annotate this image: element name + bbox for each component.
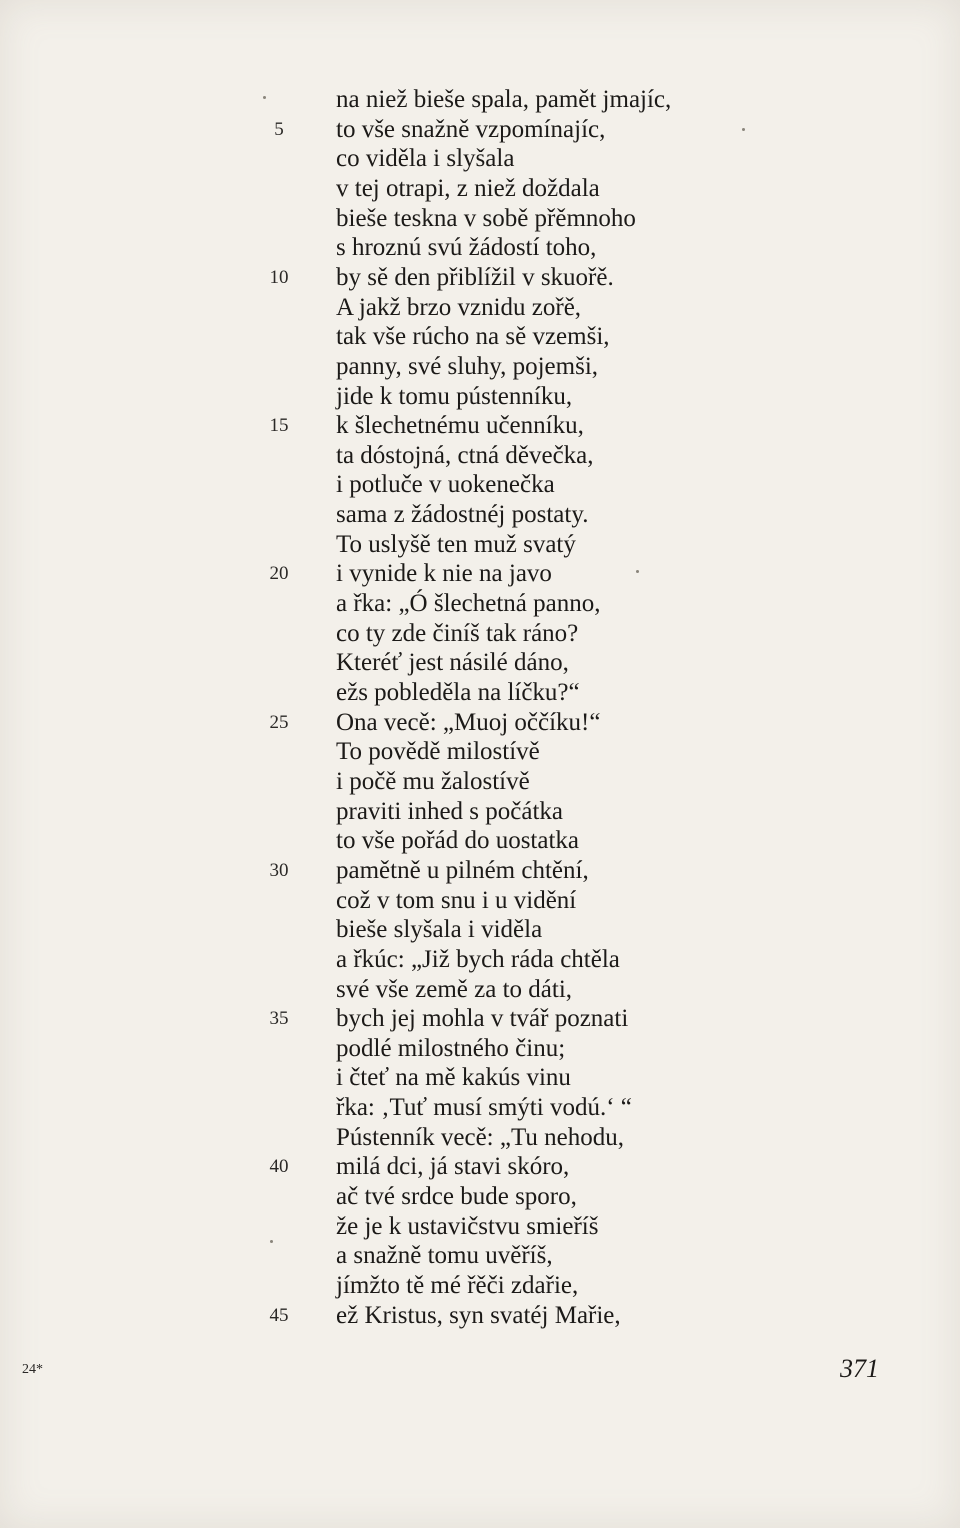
verse-line <box>0 886 960 916</box>
verse-text: by sě den přiblížil v skuořě. <box>336 263 614 291</box>
verse-line <box>0 648 960 678</box>
verse-text: sama z žádostnéj postaty. <box>336 501 589 529</box>
verse-line <box>0 619 960 649</box>
verse-line <box>0 559 960 589</box>
verse-line <box>0 1152 960 1182</box>
verse-line <box>0 500 960 530</box>
line-number: 15 <box>269 415 289 437</box>
verse-text: to vše pořád do uostatka <box>336 827 580 855</box>
verse-line <box>0 1063 960 1093</box>
verse-text: To uslyšě ten muž svatý <box>336 530 576 558</box>
verse-text: jide k tomu pústenníku, <box>336 382 573 410</box>
verse-line <box>0 1212 960 1242</box>
verse-text: v tej otrapi, z niež doždala <box>336 174 600 202</box>
verse-line <box>0 708 960 738</box>
verse-text: A jakž brzo vznidu zořě, <box>336 293 582 321</box>
verse-text: i vynide k nie na javo <box>336 560 552 588</box>
verse-line <box>0 263 960 293</box>
verse-text: bieše teskna v sobě přěmnoho <box>336 204 636 232</box>
verse-text: což v tom snu i u vidění <box>336 886 577 914</box>
verse-line <box>0 1034 960 1064</box>
line-number: 5 <box>274 118 284 140</box>
verse-text: ež Kristus, syn svatéj Mařie, <box>336 1301 621 1329</box>
verse-line <box>0 115 960 145</box>
verse-text: i počě mu žalostívě <box>336 767 530 795</box>
verse-line <box>0 1004 960 1034</box>
verse-line <box>0 856 960 886</box>
verse-text: Pústenník vecě: „Tu nehodu, <box>336 1123 624 1151</box>
verse-text: a snažně tomu uvěříš, <box>336 1242 553 1270</box>
verse-line <box>0 1123 960 1153</box>
verse-text: praviti inhed s počátka <box>336 797 564 825</box>
verse-line <box>0 322 960 352</box>
verse-text: to vše snažně vzpomínajíc, <box>336 115 606 143</box>
verse-text: Ona vecě: „Muoj oččíku!“ <box>336 708 601 736</box>
verse-text: ač tvé srdce bude sporo, <box>336 1183 577 1211</box>
line-number: 25 <box>269 711 289 733</box>
verse-line <box>0 975 960 1005</box>
verse-line <box>0 1241 960 1271</box>
verse-text: bych jej mohla v tvář poznati <box>336 1005 629 1033</box>
verse-line <box>0 1093 960 1123</box>
verse-text: ežs pobleděla na líčku?“ <box>336 679 580 706</box>
line-number: 35 <box>269 1008 289 1030</box>
verse-line <box>0 737 960 767</box>
verse-text: na niež bieše spala, pamět jmajíc, <box>336 86 672 113</box>
verse-text: pamětně u pilném chtění, <box>336 856 589 884</box>
verse-line <box>0 530 960 560</box>
verse-line <box>0 470 960 500</box>
paper-speck <box>263 96 266 99</box>
verse-text: To povědě milostívě <box>336 738 540 766</box>
verse-line <box>0 678 960 708</box>
line-number: 20 <box>269 563 289 585</box>
verse-line <box>0 1271 960 1301</box>
verse-text: řka: ‚Tuť musí smýti vodú.‘ “ <box>336 1094 632 1122</box>
verse-text: že je k ustavičstvu smieříš <box>336 1212 599 1240</box>
verse-line <box>0 797 960 827</box>
verse-text: i čteť na mě kakús vinu <box>336 1064 571 1092</box>
verse-text: podlé milostného činu; <box>336 1034 566 1062</box>
verse-text: tak vše rúcho na sě vzemši, <box>336 323 610 351</box>
verse-text: a řka: „Ó šlechetná panno, <box>336 590 601 618</box>
verse-text: co viděla i slyšala <box>336 145 515 173</box>
page-number: 371 <box>840 1354 879 1383</box>
verse-text: a řkúc: „Již bych ráda chtěla <box>336 945 620 973</box>
verse-line <box>0 174 960 204</box>
verse-line <box>0 233 960 263</box>
verse-line <box>0 589 960 619</box>
paper-speck <box>270 1240 273 1243</box>
verse-line <box>0 1182 960 1212</box>
verse-text: Kteréť jest násilé dáno, <box>336 649 569 677</box>
verse-text: i potluče v uokenečka <box>336 471 555 499</box>
verse-line <box>0 411 960 441</box>
verse-text: milá dci, já stavi skóro, <box>336 1153 570 1181</box>
verse-line <box>0 293 960 323</box>
verse-text: panny, své sluhy, pojemši, <box>336 352 599 380</box>
verse-text: ta dóstojná, ctná děvečka, <box>336 441 594 469</box>
verse-line <box>0 826 960 856</box>
verse-text: co ty zde činíš tak ráno? <box>336 619 579 647</box>
line-number: 30 <box>269 859 289 881</box>
verse-line <box>0 945 960 975</box>
signature-mark: 24* <box>22 1362 43 1377</box>
verse-line <box>0 382 960 412</box>
line-number: 45 <box>269 1304 289 1326</box>
verse-line <box>0 441 960 471</box>
verse-line <box>0 1301 960 1331</box>
verse-text: k šlechetnému učenníku, <box>336 412 584 440</box>
verse-line <box>0 144 960 174</box>
paper-speck <box>742 128 745 131</box>
verse-line <box>0 767 960 797</box>
paper-speck <box>636 570 639 573</box>
verse-line <box>0 915 960 945</box>
line-number: 40 <box>269 1156 289 1178</box>
verse-line <box>0 204 960 234</box>
verse-line <box>0 85 960 115</box>
verse-text: bieše slyšala i viděla <box>336 916 543 944</box>
line-number: 10 <box>269 266 289 288</box>
verse-line <box>0 352 960 382</box>
verse-text: s hroznú svú žádostí toho, <box>336 234 597 262</box>
verse-text: jímžto tě mé řěči zdařie, <box>336 1272 579 1299</box>
verse-text: své vše země za to dáti, <box>336 975 573 1003</box>
